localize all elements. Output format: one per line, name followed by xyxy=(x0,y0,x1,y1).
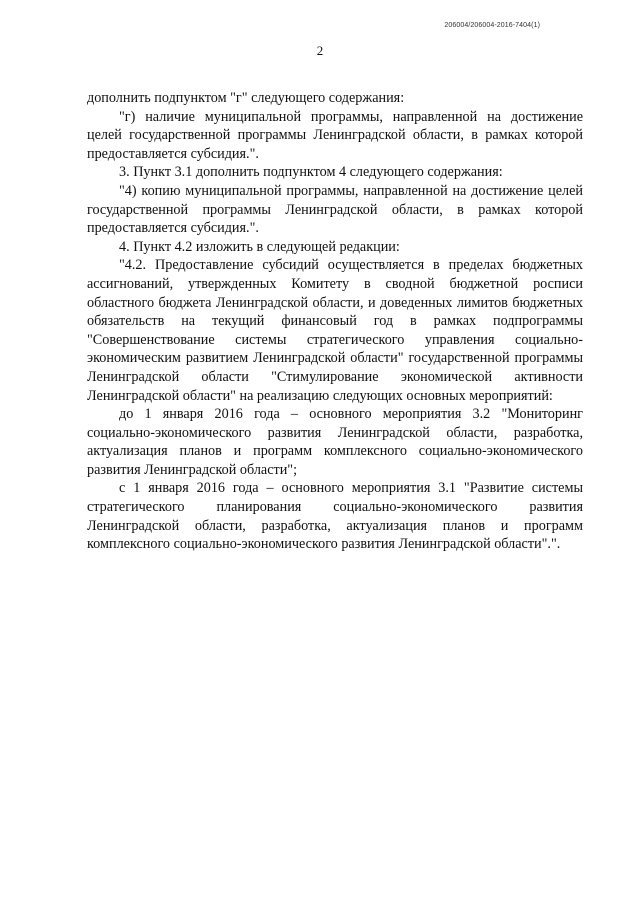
paragraph-intro: дополнить подпунктом "г" следующего содержания: xyxy=(87,90,405,106)
paragraph-clause-4-2: "4.2. Предоставление субсидий осуществляется в пределах бюджетных ассигнований, утвержденных Комитету в сводной бюджетной росписи областного бюджета Ленинградской области, и доведенных лимитов бюджетных обязательств на текущий финансовый год в рамках подпрограммы "Совершенствование системы стратегического управления социально-экономическим развитием Ленинградской области" государственной программы Ленинградской области "Стимулирование экономической активности Ленинградской области" на реализацию следующих основных мероприятий: xyxy=(87,257,583,404)
paragraph-item-3: 3. Пункт 3.1 дополнить подпунктом 4 следующего содержания: xyxy=(119,164,503,181)
document-body xyxy=(87,89,583,554)
paragraph-subpoint-g: "г) наличие муниципальной программы, направленной на достижение целей государственной программы Ленинградской области, в рамках которой предоставляется субсидия.". xyxy=(87,108,583,162)
paragraph-measure-3-2: до 1 января 2016 года – основного мероприятия 3.2 "Мониторинг социально-экономического развития Ленинградской области, разработка, актуализация планов и программ комплексного социально-экономического развития Ленинградской области"; xyxy=(87,406,583,478)
document-id: 206004/206004-2016-7404(1) xyxy=(444,22,540,29)
paragraph-measure-3-1: с 1 января 2016 года – основного мероприятия 3.1 "Развитие системы стратегического планирования социально-экономического развития Ленинградской области, разработка, актуализация планов и программ комплексного социально-экономического развития Ленинградской области".". xyxy=(87,480,583,553)
paragraph-subpoint-4: "4) копию муниципальной программы, направленной на достижение целей государственной программы Ленинградской области, в рамках которой предоставляется субсидия.". xyxy=(87,182,583,237)
page-number: 2 xyxy=(316,43,324,58)
paragraph-item-4: 4. Пункт 4.2 изложить в следующей редакции: xyxy=(119,238,400,255)
